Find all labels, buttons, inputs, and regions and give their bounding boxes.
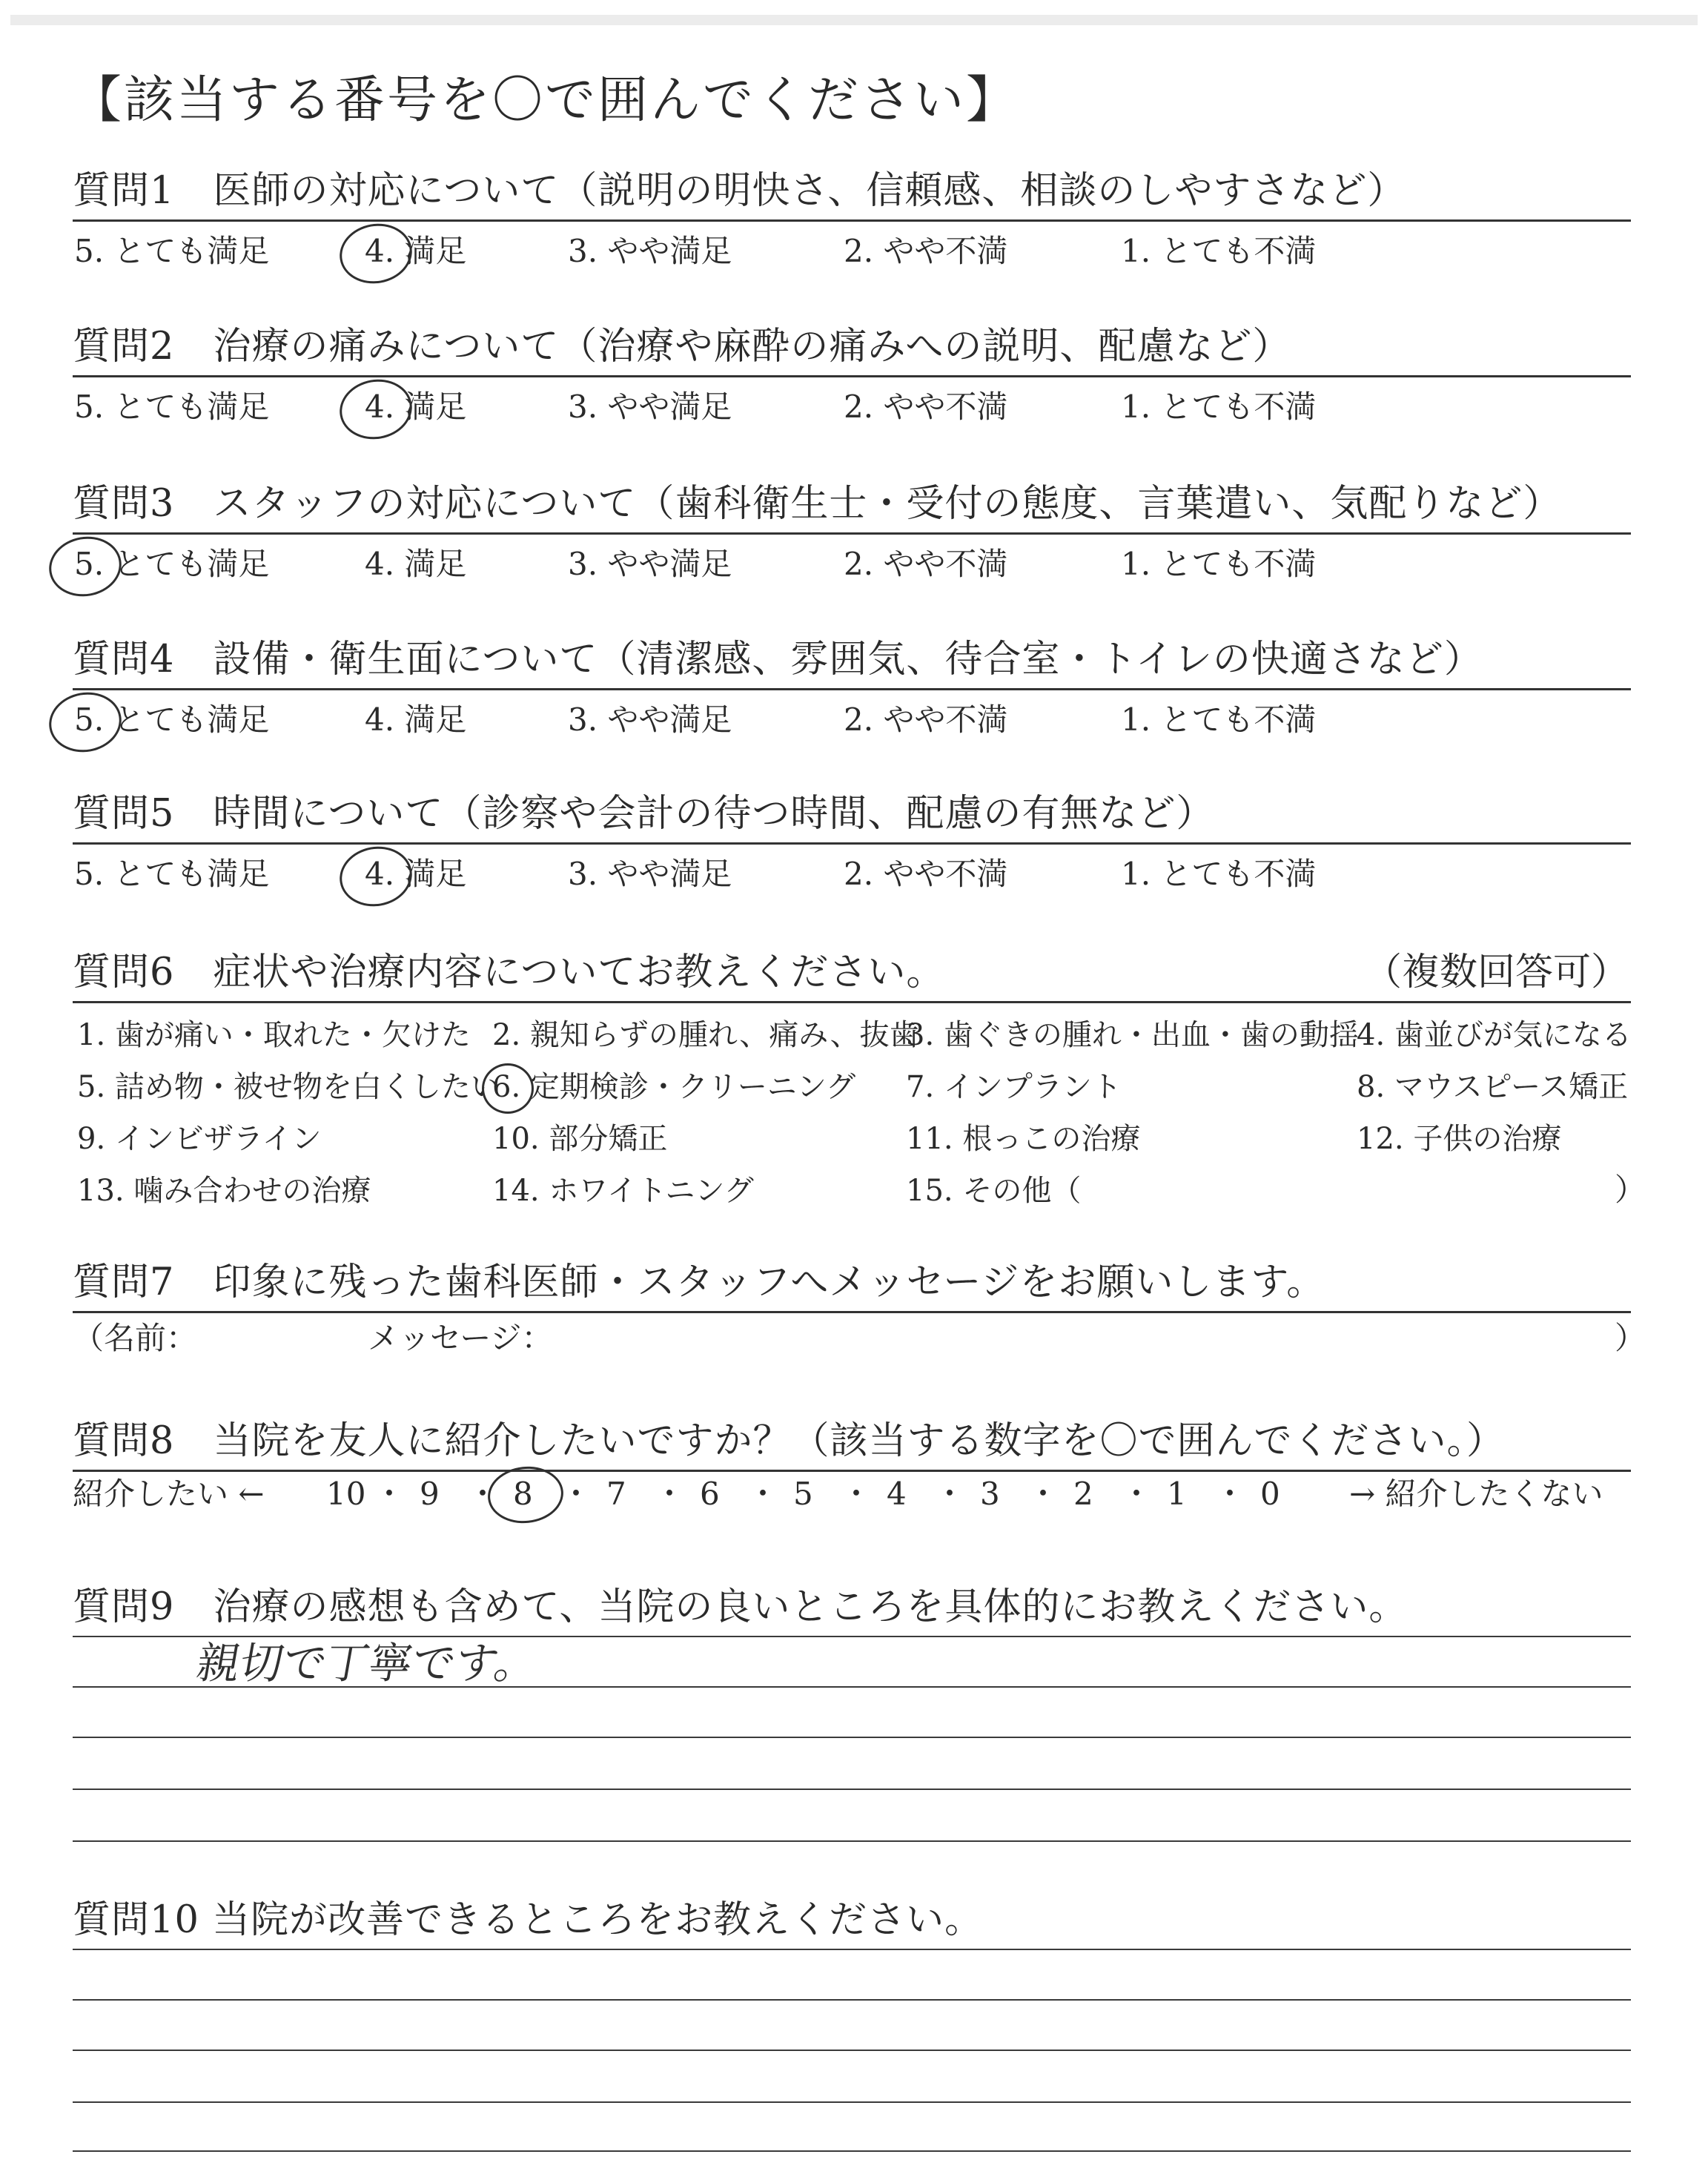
q2-rule: [73, 375, 1631, 377]
q9-handwritten-answer: 親切で丁寧です。: [193, 1638, 543, 1688]
q10-writing-line: [73, 1999, 1631, 2001]
page-title: 【該当する番号を〇で囲んでください】: [71, 71, 1019, 130]
q10-title: 質問10 当院が改善できるところをお教えください。: [73, 1898, 984, 1942]
q7-close-paren: ）: [1615, 1320, 1646, 1356]
q4-title: 質問4 設備・衛生面について（清潔感、雰囲気、待合室・トイレの快適さなど）: [73, 638, 1483, 681]
q9-writing-line: [73, 1789, 1631, 1790]
q6-option-15[interactable]: 15. その他（: [906, 1174, 1082, 1208]
q1-option-4[interactable]: 4. 満足: [365, 233, 467, 269]
q4-option-1[interactable]: 1. とても不満: [1121, 701, 1317, 738]
q8-value-10[interactable]: 10: [326, 1476, 366, 1512]
q1-rule: [73, 219, 1631, 222]
q3-option-5[interactable]: 5. とても満足: [74, 546, 270, 582]
q8-separator: ・: [1121, 1476, 1153, 1512]
q6-option-14[interactable]: 14. ホワイトニング: [492, 1174, 754, 1208]
q6-option-1[interactable]: 1. 歯が痛い・取れた・欠けた: [77, 1018, 471, 1052]
q3-option-1[interactable]: 1. とても不満: [1121, 546, 1317, 582]
q5-rule: [73, 842, 1631, 845]
q2-option-2[interactable]: 2. やや不満: [844, 389, 1008, 425]
q1-option-2[interactable]: 2. やや不満: [844, 233, 1008, 269]
q5-option-3[interactable]: 3. やや満足: [568, 856, 732, 892]
q3-option-4[interactable]: 4. 満足: [365, 546, 467, 582]
q8-value-9[interactable]: 9: [420, 1476, 440, 1512]
q5-option-5[interactable]: 5. とても満足: [74, 856, 270, 892]
q9-title: 質問9 治療の感想も含めて、当院の良いところを具体的にお教えください。: [73, 1585, 1408, 1629]
q4-rule: [73, 688, 1631, 690]
q10-writing-line: [73, 2150, 1631, 2152]
q8-value-1[interactable]: 1: [1167, 1476, 1187, 1512]
q3-rule: [73, 532, 1631, 535]
q9-writing-line: [73, 1686, 1631, 1688]
q8-value-7[interactable]: 7: [606, 1476, 626, 1512]
q7-message-label: メッセージ：: [368, 1320, 553, 1356]
q6-option-3[interactable]: 3. 歯ぐきの腫れ・出血・歯の動揺: [906, 1018, 1359, 1052]
q9-writing-line: [73, 1737, 1631, 1738]
q4-option-4[interactable]: 4. 満足: [365, 701, 467, 738]
q6-other-close-paren: ）: [1615, 1172, 1646, 1208]
q2-option-5[interactable]: 5. とても満足: [74, 389, 270, 425]
q8-left-label: 紹介したい ←: [73, 1476, 265, 1512]
q1-title: 質問1 医師の対応について（説明の明快さ、信頼感、相談のしやすさなど）: [73, 169, 1406, 213]
q8-separator: ・: [934, 1476, 966, 1512]
q2-option-1[interactable]: 1. とても不満: [1121, 389, 1317, 425]
q8-separator: ・: [654, 1476, 686, 1512]
q8-value-4[interactable]: 4: [887, 1476, 907, 1512]
q2-selected-circle: [335, 374, 417, 445]
q8-selected-circle: [485, 1463, 566, 1527]
q5-selected-circle: [335, 841, 417, 912]
q6-title: 質問6 症状や治療内容についてお教えください。: [73, 951, 945, 994]
q8-value-5[interactable]: 5: [793, 1476, 813, 1512]
q6-selected-circle: [482, 1063, 534, 1114]
q2-option-4[interactable]: 4. 満足: [365, 389, 467, 425]
q5-option-2[interactable]: 2. やや不満: [844, 856, 1008, 892]
q7-rule: [73, 1311, 1631, 1313]
q8-value-3[interactable]: 3: [980, 1476, 1000, 1512]
q8-separator: ・: [467, 1476, 499, 1512]
q6-option-10[interactable]: 10. 部分矯正: [492, 1122, 668, 1156]
q8-title: 質問8 当院を友人に紹介したいですか？（該当する数字を〇で囲んでください。）: [73, 1419, 1505, 1463]
q6-option-9[interactable]: 9. インビザライン: [77, 1122, 322, 1156]
q6-option-11[interactable]: 11. 根っこの治療: [906, 1122, 1141, 1156]
q3-selected-circle: [44, 531, 126, 602]
q6-option-13[interactable]: 13. 噛み合わせの治療: [77, 1174, 371, 1208]
q6-multi-answer-note: （複数回答可）: [1364, 951, 1629, 994]
q8-separator: ・: [1214, 1476, 1246, 1512]
q6-option-6[interactable]: 6. 定期検診・クリーニング: [492, 1070, 856, 1104]
q2-title: 質問2 治療の痛みについて（治療や麻酔の痛みへの説明、配慮など）: [73, 325, 1291, 369]
q8-value-6[interactable]: 6: [700, 1476, 720, 1512]
q8-value-2[interactable]: 2: [1073, 1476, 1093, 1512]
q8-value-8[interactable]: 8: [513, 1476, 533, 1512]
q6-rule: [73, 1001, 1631, 1003]
q5-option-4[interactable]: 4. 満足: [365, 856, 467, 892]
q3-title: 質問3 スタッフの対応について（歯科衛生士・受付の態度、言葉遣い、気配りなど）: [73, 482, 1562, 526]
q9-writing-line: [73, 1840, 1631, 1842]
q4-option-5[interactable]: 5. とても満足: [74, 701, 270, 738]
q4-option-2[interactable]: 2. やや不満: [844, 701, 1008, 738]
q4-selected-circle: [44, 687, 126, 758]
q2-option-3[interactable]: 3. やや満足: [568, 389, 732, 425]
q5-option-1[interactable]: 1. とても不満: [1121, 856, 1317, 892]
q8-separator: ・: [747, 1476, 779, 1512]
q6-option-12[interactable]: 12. 子供の治療: [1357, 1122, 1562, 1156]
q1-selected-circle: [335, 218, 417, 289]
q9-rule: [73, 1636, 1631, 1637]
q8-separator: ・: [841, 1476, 873, 1512]
q8-value-0[interactable]: 0: [1260, 1476, 1280, 1512]
q10-writing-line: [73, 2050, 1631, 2051]
q7-title: 質問7 印象に残った歯科医師・スタッフへメッセージをお願いします。: [73, 1261, 1325, 1304]
q8-right-label: → 紹介したくない: [1349, 1476, 1603, 1512]
q5-title: 質問5 時間について（診察や会計の待つ時間、配慮の有無など）: [73, 792, 1215, 836]
q6-option-4[interactable]: 4. 歯並びが気になる: [1357, 1018, 1632, 1052]
q1-option-3[interactable]: 3. やや満足: [568, 233, 732, 269]
q8-rule: [73, 1470, 1631, 1472]
q8-separator: ・: [374, 1476, 406, 1512]
q10-rule: [73, 1949, 1631, 1950]
q6-option-2[interactable]: 2. 親知らずの腫れ、痛み、抜歯: [492, 1018, 919, 1052]
q6-option-8[interactable]: 8. マウスピース矯正: [1357, 1070, 1629, 1104]
q6-option-5[interactable]: 5. 詰め物・被せ物を白くしたい: [77, 1070, 500, 1104]
q10-writing-line: [73, 2101, 1631, 2103]
q8-separator: ・: [1027, 1476, 1059, 1512]
q6-option-7[interactable]: 7. インプラント: [906, 1070, 1122, 1104]
q1-option-5[interactable]: 5. とても満足: [74, 233, 270, 269]
q8-separator: ・: [560, 1476, 592, 1512]
q1-option-1[interactable]: 1. とても不満: [1121, 233, 1317, 269]
q4-option-3[interactable]: 3. やや満足: [568, 701, 732, 738]
q3-option-2[interactable]: 2. やや不満: [844, 546, 1008, 582]
q3-option-3[interactable]: 3. やや満足: [568, 546, 732, 582]
scan-top-edge: [10, 15, 1698, 25]
q7-name-label: （名前：: [73, 1320, 198, 1356]
